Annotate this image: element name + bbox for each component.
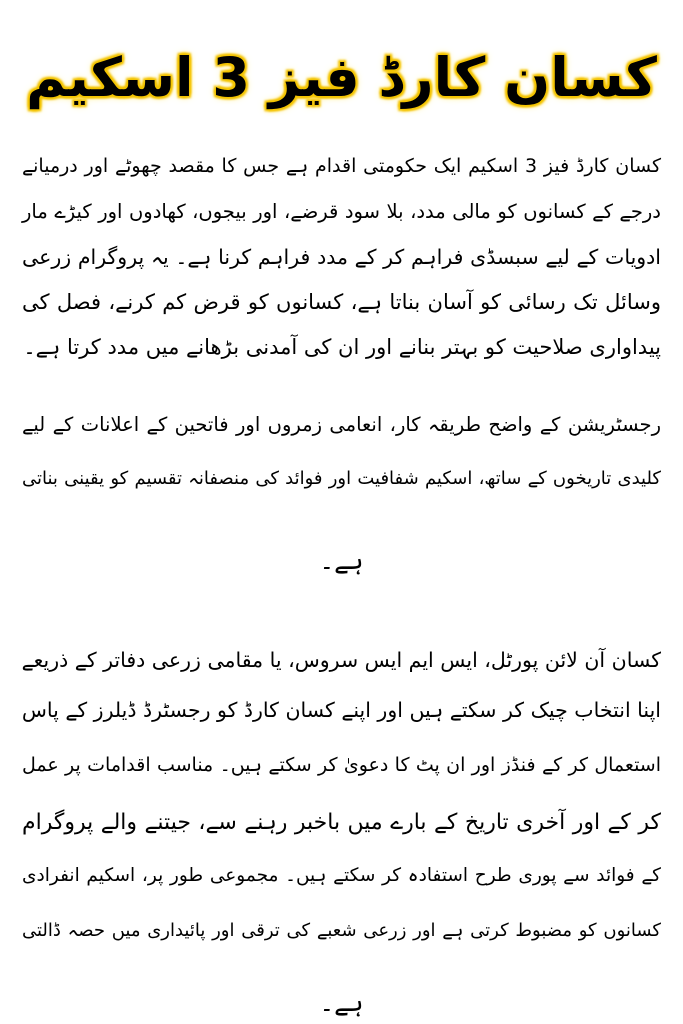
paragraph-2-line-6: کسانوں کو مضبوط کرتی ہے اور زرعی شعبے کی ترقی اور پائیداری میں حصہ ڈالتی (22, 920, 661, 941)
paragraph-1-line-8: ہے۔ (319, 546, 364, 575)
paragraph-1-line-2: درجے کے کسانوں کو مالی مدد، بلا سود قرضے، اور بیجوں، کھادوں اور کیڑے مار (22, 200, 661, 223)
paragraph-1-line-1: کسان کارڈ فیز 3 اسکیم ایک حکومتی اقدام ہے جس کا مقصد چھوٹے اور درمیانے (22, 155, 661, 177)
paragraph-2-line-4: کر کے اور آخری تاریخ کے بارے میں باخبر رہنے سے، جیتنے والے پروگرام (22, 810, 661, 835)
paragraph-2-line-3: استعمال کر کے فنڈز اور ان پٹ کا دعویٰ کر سکتے ہیں۔ مناسب اقدامات پر عمل (22, 754, 661, 776)
paragraph-1-line-7: کلیدی تاریخوں کے ساتھ، اسکیم شفافیت اور فوائد کی منصفانہ تقسیم کو یقینی بناتی (22, 468, 661, 489)
paragraph-1-line-5: پیداواری صلاحیت کو بہتر بنانے اور ان کی آمدنی بڑھانے میں مدد کرتا ہے۔ (23, 335, 661, 359)
page-title: کسان کارڈ فیز 3 اسکیم (26, 45, 657, 109)
paragraph-2-line-7: ہے۔ (319, 988, 364, 1017)
paragraph-2-line-1: کسان آن لائن پورٹل، ایس ایم ایس سروس، یا مقامی زرعی دفاتر کے ذریعے (21, 648, 661, 672)
paragraph-1-line-3: ادویات کے لیے سبسڈی فراہم کر کے مدد فراہم کرنا ہے۔ یہ پروگرام زرعی (22, 245, 661, 269)
paragraph-2-line-2: اپنا انتخاب چیک کر سکتے ہیں اور اپنے کسان کارڈ کو رجسٹرڈ ڈیلرز کے پاس (21, 698, 661, 722)
paragraph-2-line-5: کے فوائد سے پوری طرح استفادہ کر سکتے ہیں۔ مجموعی طور پر، اسکیم انفرادی (22, 865, 661, 886)
paragraph-1-line-6: رجسٹریشن کے واضح طریقہ کار، انعامی زمروں اور فاتحین کے اعلانات کے لیے (22, 413, 661, 436)
paragraph-1-line-4: وسائل تک رسائی کو آسان بناتا ہے، کسانوں کو قرض کم کرنے، فصل کی (22, 290, 661, 314)
title-banner (0, 20, 683, 135)
